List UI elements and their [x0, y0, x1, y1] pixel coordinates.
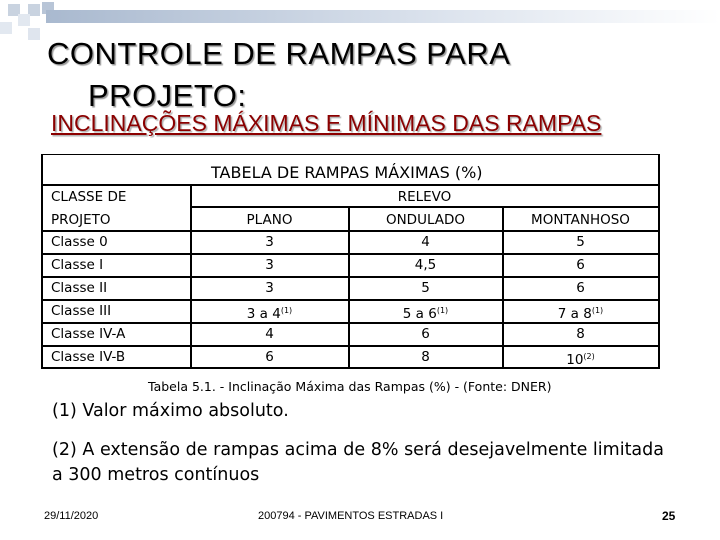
column-header-plano: PLANO	[246, 212, 293, 228]
row-2-plano: 3	[265, 280, 274, 296]
row-2-montanhoso: 6	[576, 280, 585, 296]
row-3-plano-cell	[191, 300, 348, 325]
column-header-montanhoso: MONTANHOSO	[531, 212, 630, 228]
row-0-ondulado: 4	[421, 234, 430, 250]
row-0-plano: 3	[265, 234, 274, 250]
row-4-plano: 4	[265, 326, 274, 342]
row-3-ondulado: 5 a 6	[402, 306, 437, 322]
row-1-montanhoso: 6	[576, 257, 585, 273]
row-4-ondulado: 6	[421, 326, 430, 342]
row-5-montanhoso-note: (2)	[583, 352, 595, 361]
row-5-montanhoso-cell	[503, 346, 658, 371]
row-5-class: Classe IV-B	[51, 349, 126, 365]
table-title: TABELA DE RAMPAS MÁXIMAS (%)	[211, 163, 483, 182]
row-0-montanhoso: 5	[576, 234, 585, 250]
header-gradient-bar	[46, 10, 720, 23]
table-caption: Tabela 5.1. - Inclinação Máxima das Rampas (%) - (Fonte: DNER)	[148, 379, 552, 394]
row-3-plano-note: (1)	[280, 306, 293, 315]
slide-title-line1: CONTROLE DE RAMPAS PARA	[47, 36, 511, 71]
row-3-ondulado-note: (1)	[436, 306, 449, 315]
row-1-ondulado: 4,5	[414, 257, 437, 273]
row-2-class: Classe II	[51, 280, 108, 296]
row-3-montanhoso-note: (1)	[591, 306, 604, 315]
row-3-plano: 3 a 4	[246, 306, 281, 322]
table-title-row	[43, 154, 660, 184]
slide-title-line2: PROJETO:	[88, 78, 247, 113]
page-number: 25	[662, 509, 676, 523]
slide-subtitle: INCLINAÇÕES MÁXIMAS E MÍNIMAS DAS RAMPAS	[51, 110, 602, 136]
row-5-ondulado: 8	[421, 349, 430, 365]
footer-date: 29/11/2020	[44, 510, 99, 522]
row-0-class: Classe 0	[51, 234, 108, 250]
relief-header: RELEVO	[397, 189, 452, 205]
column-header-class-line2: PROJETO	[51, 212, 111, 228]
footnote-1: (1) Valor máximo absoluto.	[52, 401, 289, 421]
row-3-montanhoso: 7 a 8	[557, 306, 592, 322]
column-header-class-line1: CLASSE DE	[51, 189, 127, 205]
row-3-ondulado-cell	[349, 300, 502, 325]
row-4-class: Classe IV-A	[51, 326, 126, 342]
column-header-ondulado: ONDULADO	[385, 212, 466, 228]
row-3-class: Classe III	[51, 303, 112, 319]
row-4-montanhoso: 8	[576, 326, 585, 342]
row-1-class: Classe I	[51, 257, 104, 273]
footer-course: 200794 - PAVIMENTOS ESTRADAS I	[258, 510, 444, 522]
ramps-table	[41, 154, 660, 369]
row-2-ondulado: 5	[421, 280, 430, 296]
row-3-montanhoso-cell	[503, 300, 658, 325]
row-5-plano: 6	[265, 349, 274, 365]
footnote-2: (2) A extensão de rampas acima de 8% será desejavelmente limitada a 300 metros contínuos	[52, 440, 664, 485]
row-1-plano: 3	[265, 257, 274, 273]
row-5-montanhoso: 10	[566, 352, 584, 368]
